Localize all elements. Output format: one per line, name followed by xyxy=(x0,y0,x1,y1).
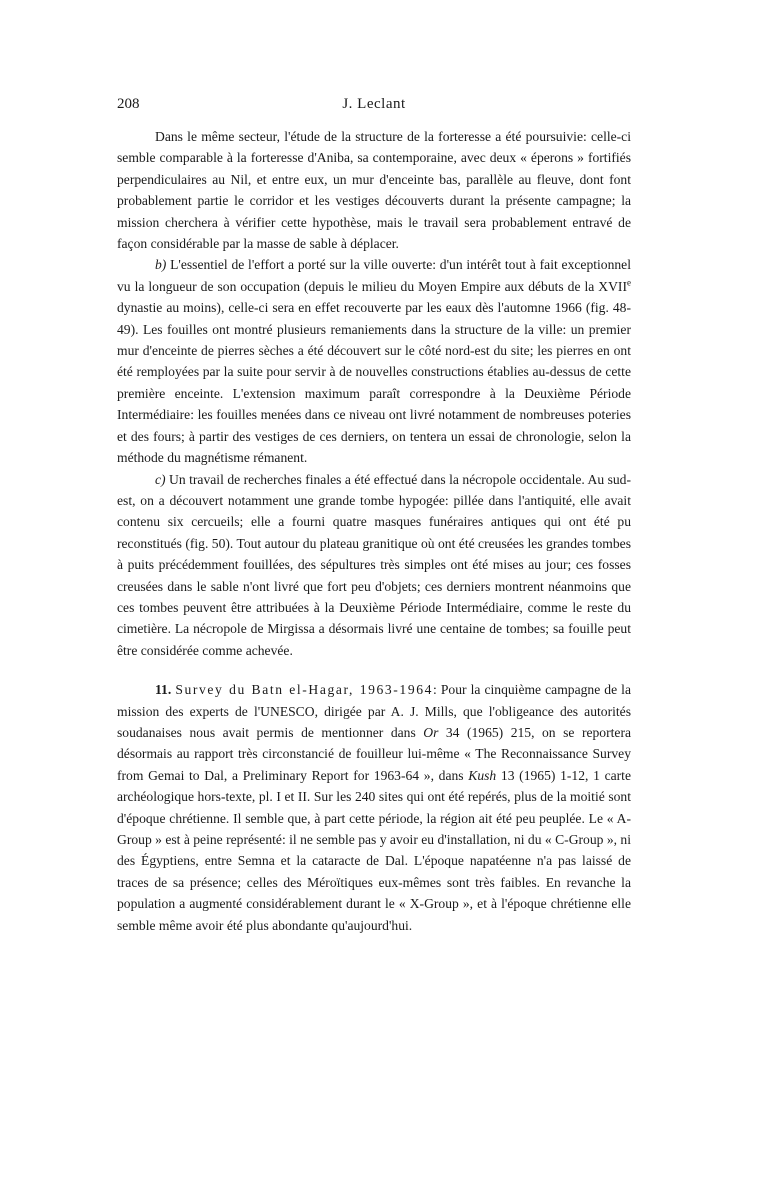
paragraph-survey-text-a: : Pour la cinquième campagne de la mission des experts de l'UNESCO, dirigée par A. J. Mills, que l'obligeance des autorités soudanaises nous avait permis de mentionner dans xyxy=(117,682,631,740)
page-header xyxy=(117,96,631,122)
running-head: J. Leclant xyxy=(342,96,406,112)
paragraph-label-b: b) xyxy=(155,257,167,273)
paragraph-open-town-text-b: dynastie au moins), celle-ci sera en effet recouverte par les eaux dès l'automne 1966 (fig. 48-49). Les fouilles ont montré plusieurs remaniements dans la structure de la ville: un premier mur d'enceinte de pierres sèches a été découvert sur le côté nord-est du site; les pierres en ont été remployées par la suite pour servir à de nouvelles constructions établies au-dessus de cette première enceinte. L'extension maximum paraît correspondre à la Deuxième Période Intermédiaire: les fouilles menées dans ce niveau ont livré notamment de nombreuses poteries et des fours; à partir des vestiges de ces derniers, on tentera un essai de chronologie, selon la méthode du magnétisme rémanent. xyxy=(117,300,631,466)
section-gap xyxy=(117,661,631,679)
paragraph-necropolis xyxy=(117,469,631,662)
paragraph-label-c: c) xyxy=(155,471,166,487)
superscript-e: e xyxy=(627,277,631,288)
page-number: 208 xyxy=(117,96,140,112)
section-title: Survey du Batn el-Hagar, 1963-1964 xyxy=(175,682,434,698)
paragraph-open-town-text-a: L'essentiel de l'effort a porté sur la ville ouverte: d'un intérêt tout à fait exceptionnel vu la longueur de son occupation (depuis le milieu du Moyen Empire aux débuts de la XVII xyxy=(117,257,631,294)
body-text xyxy=(117,126,631,936)
paragraph-survey xyxy=(117,679,631,936)
paragraph-open-town xyxy=(117,254,631,468)
document-page xyxy=(117,96,631,936)
paragraph-fortress xyxy=(117,126,631,254)
paragraph-fortress-text: Dans le même secteur, l'étude de la structure de la forteresse a été poursuivie: celle-ci semble comparable à la forteresse d'Aniba, sa contemporaine, avec deux « éperons » fortifiés perpendiculaires au Nil, et entre eux, un mur d'enceinte bas, parallèle au fleuve, dont font probablement partie le corridor et les vestiges découverts durant la présente campagne; la mission cherchera à vérifier cette hypothèse, mais le travail sera probablement entravé de façon considérable par la masse de sable à déplacer. xyxy=(117,129,631,252)
journal-reference-kush: Kush xyxy=(468,767,497,783)
section-number: 11. xyxy=(155,682,172,698)
journal-reference-or: Or xyxy=(423,724,439,740)
paragraph-survey-text-c: 13 (1965) 1-12, 1 carte archéologique hors-texte, pl. I et II. Sur les 240 sites qui ont été repérés, plus de la moitié sont d'époque chrétienne. Il semble que, à part cette période, la région ait été peu peuplée. Le « A-Group » est à peine représenté: il ne semble pas y avoir eu d'installation, ni du « C-Group », ni des Égyptiens, entre Semna et la cataracte de Dal. L'époque napatéenne n'a pas laissé de traces de sa présence; celles des Méroïtiques eux-mêmes sont très faibles. En revanche la population a augmenté considérablement durant le « X-Group », et à l'époque chrétienne elle semble même avoir été plus abondante qu'aujourd'hui. xyxy=(117,767,631,933)
paragraph-survey-text-b: 34 (1965) 215, on se reportera désormais au rapport très circonstancié de fouilleur lui-même « The Reconnaissance Survey from Gemai to Dal, a Preliminary Report for 1963-64 », dans xyxy=(117,724,631,783)
paragraph-necropolis-text: Un travail de recherches finales a été effectué dans la nécropole occidentale. Au sud-est, on a découvert notamment une grande tombe hypogée: pillée dans l'antiquité, elle avait contenu six cercueils; elle a fourni quatre masques funéraires antiques qui ont été pu reconstitués (fig. 50). Tout autour du plateau granitique où ont été creusées les grandes tombes à puits précédemment fouillées, des sépultures très simples ont été mises au jour; ces fosses creusées dans le sable n'ont livré que fort peu d'objets; ces derniers montrent néanmoins que ces tombes peuvent être attribuées à la Deuxième Période Intermédiaire, comme le reste du cimetière. La nécropole de Mirgissa a désormais livré une centaine de tombes; sa fouille peut être considérée comme achevée. xyxy=(117,471,631,658)
